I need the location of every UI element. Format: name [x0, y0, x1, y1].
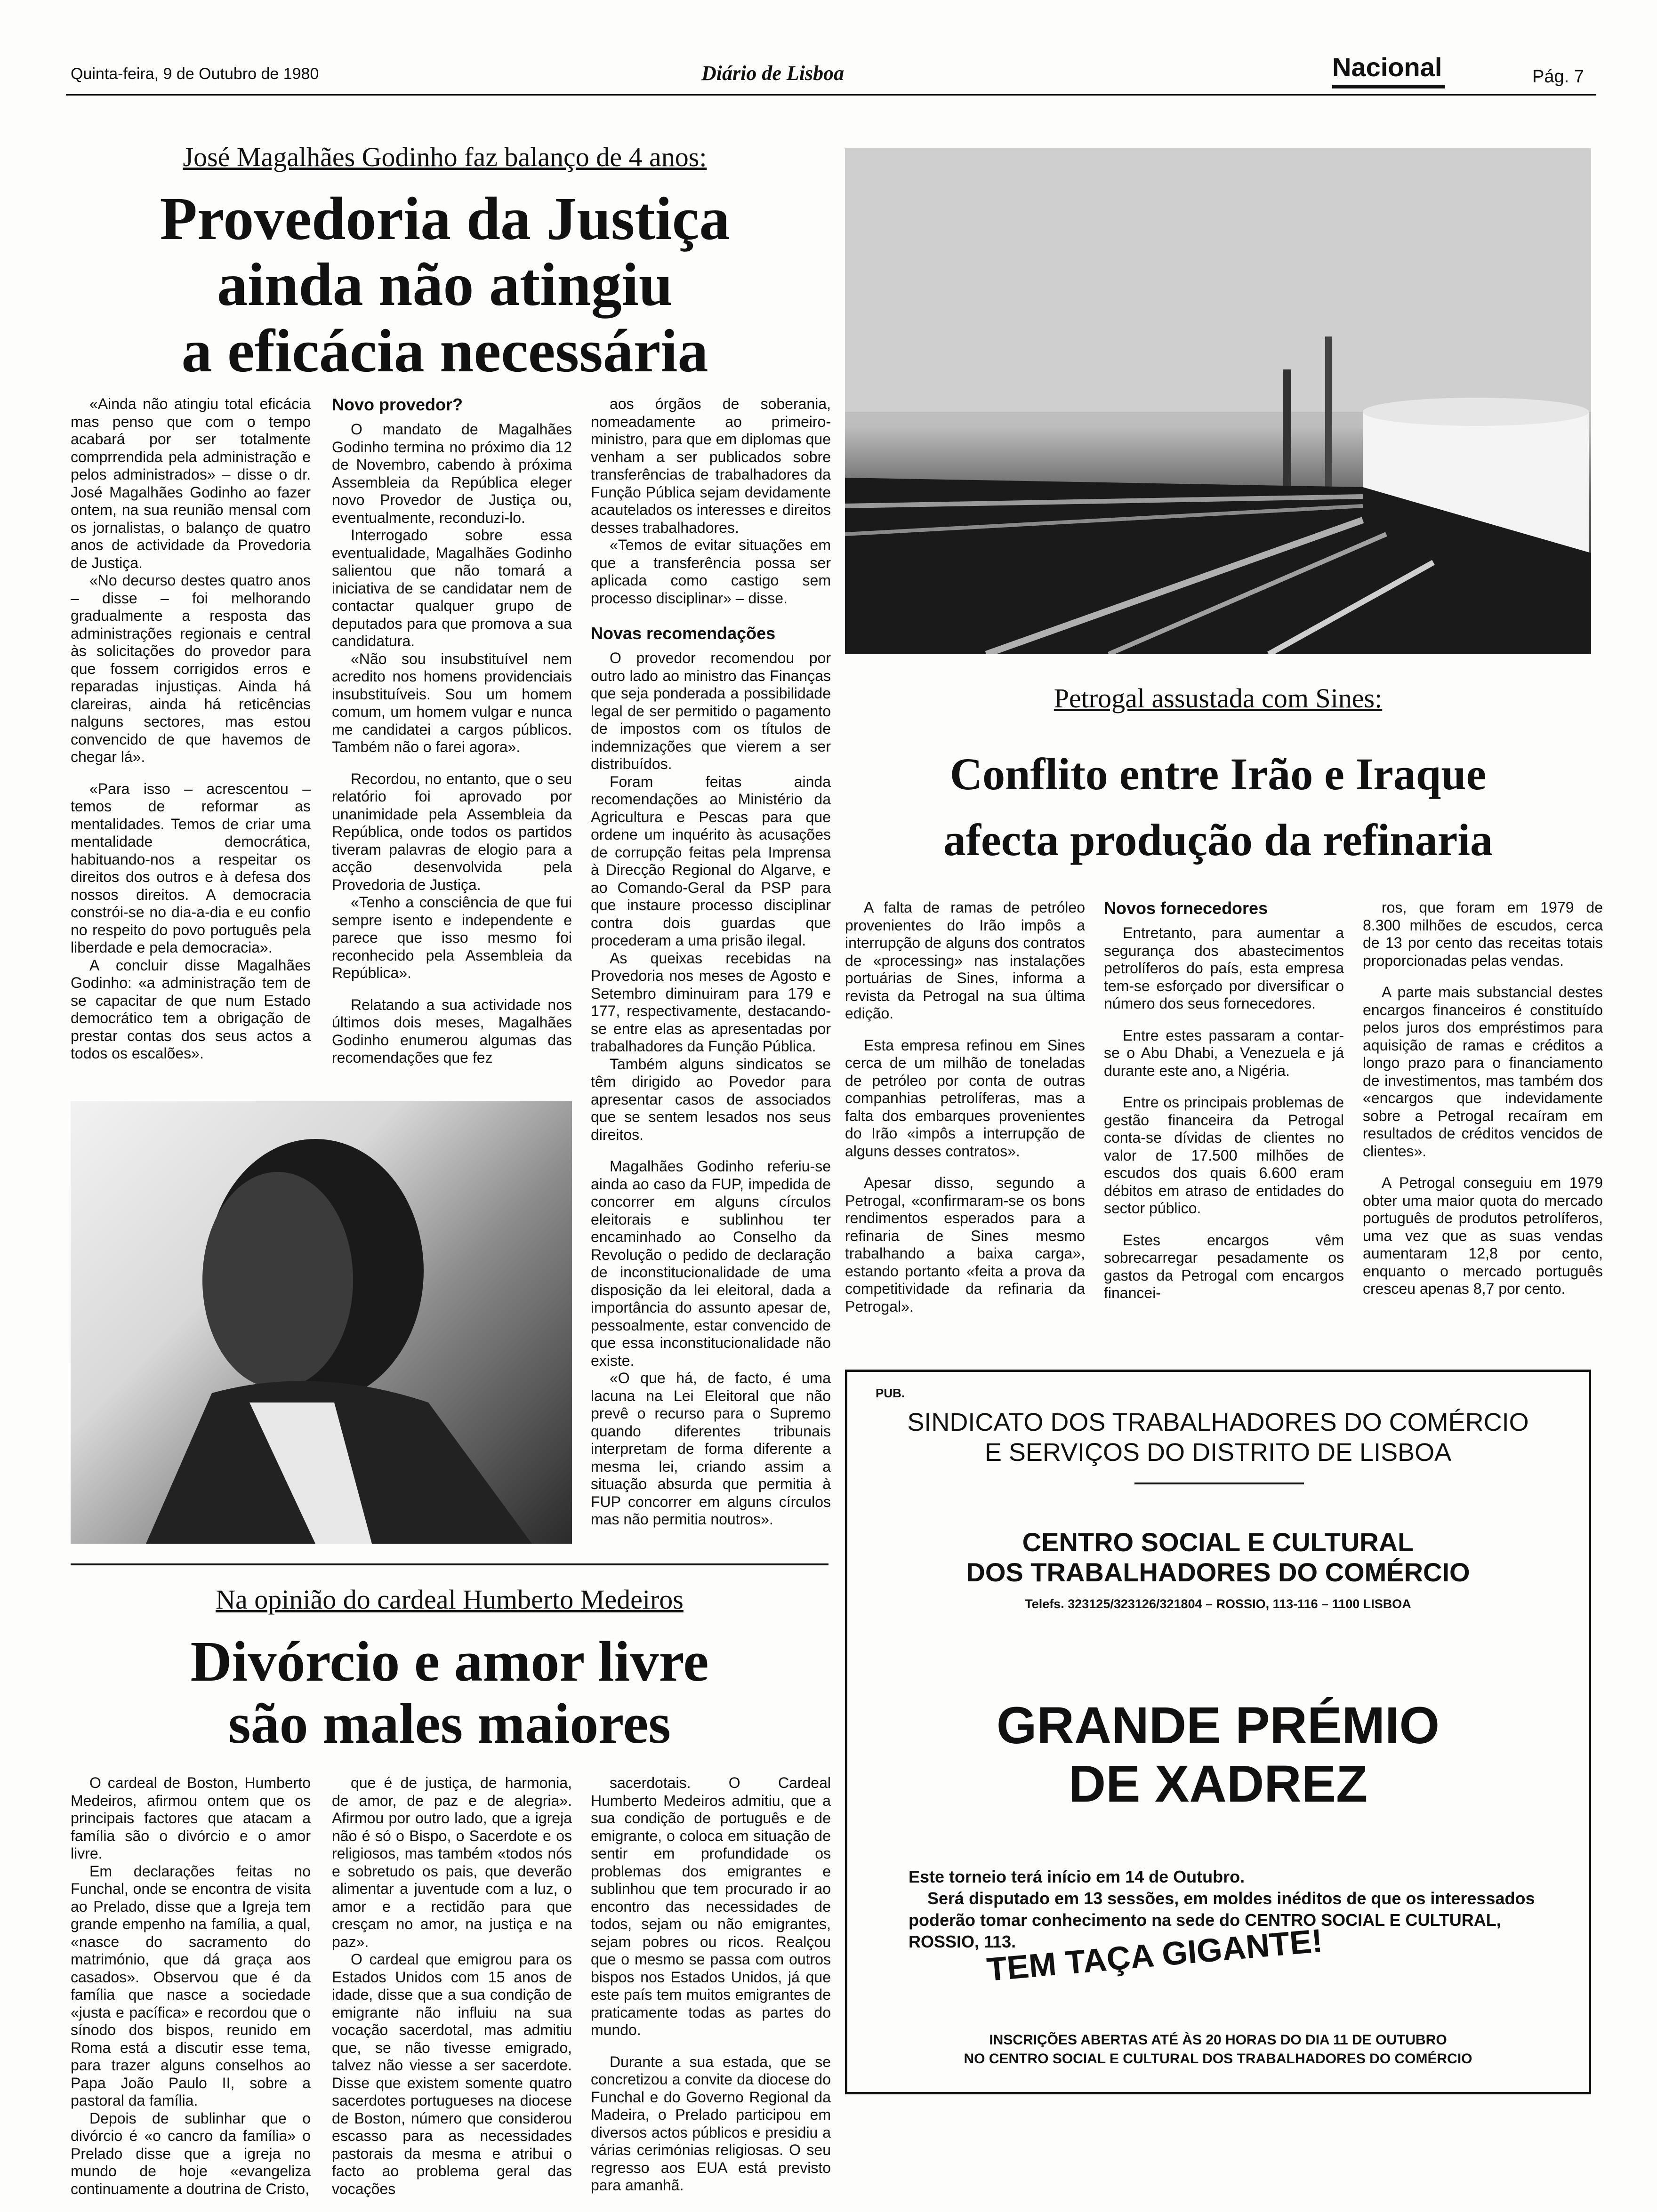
header-rule — [66, 94, 1596, 96]
advert-body: Este torneio terá início em 14 de Outubro. Será disputado em 13 sessões, em moldes inéditos de que os interessados poderão tomar conhecimento na sede do CENTRO SOCIAL E CULTURAL, ROSSIO, 113. — [909, 1867, 1535, 1951]
article3-col3: sacerdotais. O Cardeal Humberto Medeiros admitiu, que a sua condição de português e de emigrante, o coloca em situação de sentir em profundidade os problemas dos emigrantes e sublinhou que tem procurado ir ao encontro das necessidades de todos, sejam ou não emigrantes, sejam pobres ou ricos. Realçou que o mesmo se passa com outros bispos nos Estados Unidos, já que este país tem muitos emigrantes de praticamente todas as partes do mundo. Durante a sua estada, que se concretizou a convite da diocese do Funchal e do Governo Regional da Madeira, o Prelado participou em diversos actos públicos e presidiu a várias cerimónias religiosas. O seu regresso aos EUA está previsto para amanhã. — [591, 1774, 831, 2194]
article1-col2: Novo provedor? O mandato de Magalhães Godinho termina no próximo dia 12 de Novembro, cabendo à próxima Assembleia da República eleger novo Provedor de Justiça ou, eventualmente, reconduzi-lo. Interrogado sobre essa eventualidade, Magalhães Godinho salientou que não tomará a iniciativa de se candidatar nem de contactar qualquer grupo de deputados para que promova a sua candidatura. «Não sou insubstituível nem acredito nos homens providenciais insubstituíveis. Sou um homem comum, um homem vulgar e nunca me candidatei a cargos públicos. Também não o farei agora». Recordou, no entanto, que o seu relatório foi aprovado por unanimidade pela Assembleia da República, onde todos os partidos tiveram palavras de elogio para a acção desenvolvida pela Provedoria de Justiça. «Tenho a consciência de que fui sempre isento e independente e parece que isso mesmo foi reconhecido pela Assembleia da República». Relatando a sua actividade nos últimos dois meses, Magalhães Godinho enumerou algumas das recomendações que fez — [332, 395, 572, 1066]
subheading-novo-provedor: Novo provedor? — [332, 395, 463, 414]
article2-col1: A falta de ramas de petróleo provenientes do Irão impôs a interrupção de alguns dos contratos de «processing» nas instalações portuárias de Sines, informa a revista da Petrogal na sua última edição. Esta empresa refinou em Sines cerca de um milhão de toneladas de petróleo por conta de outras companhias petrolíferas, mas a falta dos embarques provenientes do Irão «impôs a interrupção de alguns desses contratos». Apesar disso, segundo a Petrogal, «confirmaram-se os bons rendimentos esperados para a refinaria de Sines mesmo trabalhando a baixa carga», estando portanto «feita a prova da competitividade da refinaria da Petrogal». — [845, 899, 1085, 1315]
advert-title: GRANDE PRÉMIO DE XADREZ — [996, 1697, 1440, 1813]
article1-col1: «Ainda não atingiu total eficácia mas penso que com o tempo acabará por ser totalmente comprrendida pela administração e pelos administrados» – disse o dr. José Magalhães Godinho ao fazer ontem, na sua reunião mensal com os jornalistas, o balanço de quatro anos de actividade da Provedoria de Justiça. «No decurso destes quatro anos – disse – foi melhorando gradualmente a resposta das administrações regionais e central às solicitações do provedor para que fossem corrigidos erros e reparadas injustiças. Ainda há clareiras, ainda há reticências nalguns sectores, mas estou convencido de que havemos de chegar lá». «Para isso – acrescentou – temos de reformar as mentalidades. Temos de criar uma mentalidade democrática, habituando-nos a respeitar os direitos dos outros e à defesa dos nossos direitos. A democracia constrói-se no dia-a-dia e eu confio no respeito do povo português pela liberdade e pela democracia». A concluir disse Magalhães Godinho: «a administração tem de se capacitar de que num Estado democrático tem a obrigação de prestar contas dos seus actos a todos os escalões». — [71, 395, 311, 1062]
article1-headline: Provedoria da Justiça ainda não atingiu a eficácia necessária — [160, 185, 730, 385]
advert-rule — [1134, 1483, 1304, 1484]
article2-headline: Conflito entre Irão e Iraque afecta produção da refinaria — [943, 749, 1493, 865]
advert-footer: INSCRIÇÕES ABERTAS ATÉ ÀS 20 HORAS DO DIA 11 DE OUTUBRO NO CENTRO SOCIAL E CULTURAL DOS TRABALHADORES DO COMÉRCIO — [964, 2032, 1472, 2067]
article1-col3: aos órgãos de soberania, nomeadamente ao primeiro-ministro, para que em diplomas que venham a ser publicados sobre transferências de trabalhadores da Função Pública sejam devidamente acautelados os interesses e direitos desses trabalhadores. «Temos de evitar situações em que a transferência possa ser aplicada como castigo sem processo disciplinar» – disse. Novas recomendações O provedor recomendou por outro lado ao ministro das Finanças que seja ponderada a possibilidade legal de ser permitido o pagamento de impostos com os títulos de indemnizações que vierem a ser distribuídos. Foram feitas ainda recomendações ao Ministério da Agricultura e Pescas para que ordene um inquérito às acusações de corrupção feitas pela Imprensa à Direcção Regional do Algarve, e ao Comando-Geral da PSP para que instaure processo disciplinar contra dois guardas que procederam a uma prisão ilegal. As queixas recebidas na Provedoria nos meses de Agosto e Setembro diminuiram para 179 e 177, respectivamente, destacando-se entre elas as apresentadas por trabalhadores da Função Pública. Também alguns sindicatos se têm dirigido ao Povedor para apresentar casos de associados que se sentem lesados nos seus direitos. Magalhães Godinho referiu-se ainda ao caso da FUP, impedida de concorrer em alguns círculos eleitorais e sublinhou ter encaminhado ao Conselho da Revolução o pedido de declaração de inconstitucionalidade de uma disposição da lei eleitoral, dada a importância do assunto apesar de, pessoalmente, estar convencido de que essa inconstitucionalidade não existe. «O que há, de facto, é uma lacuna na Lei Eleitoral que não prevê o recurso para o Supremo quando diferentes tribunais interpretam de forma diferente a mesma lei, criando assim a situação absurda que permitia à FUP concorrer em alguns círculos mas não permitia noutros». — [591, 395, 831, 1528]
article1-kicker: José Magalhães Godinho faz balanço de 4 anos: — [183, 142, 707, 172]
page-number: Pág. 7 — [1532, 67, 1584, 87]
article-divider — [71, 1563, 828, 1565]
advert-slogan: TEM TAÇA GIGANTE! — [985, 1922, 1324, 1988]
section-rule — [1332, 85, 1445, 88]
article2-col2: Novos fornecedores Entretanto, para aumentar a segurança dos abastecimentos petrolíferos do país, esta empresa tem-se esforçado por diversificar o número dos seus fornecedores. Entre estes passaram a contar-se o Abu Dhabi, a Venezuela e já durante este ano, a Nigéria. Entre os principais problemas de gestão financeira da Petrogal conta-se dívidas de clientes no valor de 17.500 milhões de escudos dos quais 6.600 eram débitos em atraso de entidades do sector público. Estes encargos vêm sobrecarregar pesadamente os gastos da Petrogal com encargos financei- — [1104, 898, 1344, 1301]
advert-box — [845, 1370, 1591, 2094]
advert-centre-name: CENTRO SOCIAL E CULTURAL DOS TRABALHADORES DO COMÉRCIO — [966, 1527, 1470, 1587]
subheading-novas-recomendacoes: Novas recomendações — [591, 624, 776, 643]
issue-date: Quinta-feira, 9 de Outubro de 1980 — [71, 65, 319, 83]
advert-pub-label: PUB. — [876, 1386, 905, 1400]
masthead: Diário de Lisboa — [701, 62, 845, 85]
article2-col3: ros, que foram em 1979 de 8.300 milhões de escudos, cerca de 13 por cento das receitas totais proporcionadas pelas vendas. A parte mais substancial destes encargos financeiros é constituído pelos juros dos empréstimos para aquisição de ramas e créditos a longo prazo para o financiamento de investimentos, mas também dos «encargos que indevidamente sobre a Petrogal recaíram em resultados de créditos vencidos de clientes». A Petrogal conseguiu em 1979 obter uma maior quota do mercado português de produtos petrolíferos, uma vez que as suas vendas aumentaram 12,8 por cento, enquanto o mercado português cresceu apenas 8,7 por cento. — [1363, 899, 1603, 1297]
godinho-portrait-photo — [71, 1101, 572, 1544]
article3-col2: que é de justiça, de harmonia, de amor, de paz e de alegria». Afirmou por outro lado, que a igreja não é só o Bispo, o Sacerdote e os religiosos, mas também «todos nós e sobretudo os pais, que deverão alimentar a juventude com a luz, o amor e a rectidão para que cresçam no amor, na justiça e na paz». O cardeal que emigrou para os Estados Unidos com 15 anos de idade, disse que a sua condição de emigrante não influiu na sua vocação sacerdotal, mas admitiu que, se não tivesse emigrado, talvez não viesse a ser sacerdote. Disse que existem somente quatro sacerdotes portugueses na diocese de Boston, número que considerou escasso para as necessidades pastorais da mesma e atribui o facto ao problema geral das vocações — [332, 1774, 572, 2197]
article3-col1: O cardeal de Boston, Humberto Medeiros, afirmou ontem que os principais factores que atacam a família são o divórcio e o amor livre. Em declarações feitas no Funchal, onde se encontra de visita ao Prelado, disse que a Igreja tem grande empenho na família, a qual, «nasce do sacramento do matrimónio, que dá graça aos casados». Observou que é da família que nasce a sociedade «justa e pacífica» e recordou que o sínodo dos bispos, reunido em Roma está a discutir esse tema, para trazer alguns conselhos ao Papa João Paulo II, sobre a pastoral da família. Depois de sublinhar que o divórcio é «o cancro da família» o Prelado disse que a igreja no mundo de hoje «evangeliza continuamente a doutrina de Cristo, — [71, 1774, 311, 2197]
article2-kicker: Petrogal assustada com Sines: — [1054, 683, 1383, 713]
article3-headline: Divórcio e amor livre são males maiores — [190, 1630, 709, 1755]
refinery-photo — [845, 148, 1591, 654]
advert-contacts: Telefs. 323125/323126/321804 – ROSSIO, 113-116 – 1100 LISBOA — [1025, 1597, 1411, 1611]
subheading-novos-fornecedores: Novos fornecedores — [1104, 898, 1268, 918]
advert-union-name: SINDICATO DOS TRABALHADORES DO COMÉRCIO E SERVIÇOS DO DISTRITO DE LISBOA — [907, 1408, 1529, 1467]
section-name: Nacional — [1332, 52, 1442, 82]
article3-kicker: Na opinião do cardeal Humberto Medeiros — [216, 1584, 684, 1615]
